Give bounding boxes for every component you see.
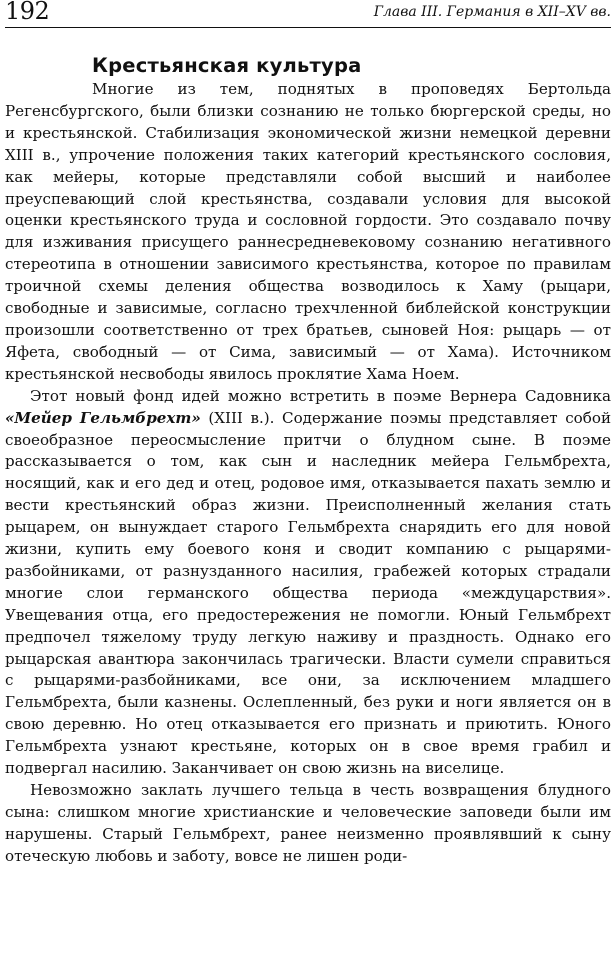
paragraph-3: Невозможно заклать лучшего тельца в честь возвращения блудного сына: слишком многие христианские и человеческие заповеди были им нарушены. Старый Гельмбрехт, ранее неизменно проявлявший к сыну отеческую любовь и заботу, вовсе не лишен роди- bbox=[5, 781, 611, 865]
poem-title: «Мейер Гельмбрехт» bbox=[5, 408, 201, 427]
page-number: 192 bbox=[5, 0, 50, 25]
running-header bbox=[5, 0, 611, 28]
paragraph-2-text-after: (XIII в.). Содержание поэмы представляет собой своеобразное переосмысление притчи о блудном сыне. В поэме рассказывается о том, как сын и наследник мейера Гельмбрехта, носящий, как и его дед и отец, родовое имя, отказывается пахать землю и вести крестьянский образ жизни. Преисполненный желания стать рыцарем, он вынуждает старого Гельмбрехта снарядить его для новой жизни, купить ему боевого коня и сводит компанию с рыцарями-разбойниками, от разнузданного насилия, грабежей которых страдали многие слои германского общества периода «междуцарствия». Увещевания отца, его предостережения не помогли. Юный Гельмбрехт предпочел тяжелому труду легкую наживу и праздность. Однако его рыцарская авантюра закончилась трагически. Власти сумели справиться с рыцарями-разбойниками, все они, за исключением младшего Гельмбрехта, были казнены. Ослепленный, без руки и ноги является он в свою деревню. Но отец отказывается его признать и приютить. Юного Гельмбрехта узнают крестьяне, которых он в свое время грабил и подвергал насилию. Заканчивает он свою жизнь на виселице. bbox=[5, 408, 612, 778]
section-title: Крестьянская культура bbox=[92, 54, 362, 77]
paragraph-1: Многие из тем, поднятых в проповедях Бертольда Регенсбургского, были близки сознанию не только бюргерской среды, но и крестьянской. Стабилизация экономической жизни немецкой деревни XIII в., упрочение положения таких категорий крестьянского сословия, как мейеры, которые представляли собой высший и наиболее преуспевающий слой крестьянства, создавали условия для высокой оценки крестьянского труда и сословной гордости. Это создавало почву для изживания присущего раннесредневековому сознанию негативного стереотипа в отношении зависимого крестьянства, которое по правилам троичной схемы деления общества возводилось к Хаму (рыцари, свободные и зависимые, согласно трехчленной библейской конструкции произошли соответственно от трех братьев, сыновей Ноя: рыцарь — от Яфета, свободный — от Сима, зависимый — от Хама). Источником крестьянской несвободы явилось проклятие Хама Ноем. bbox=[5, 80, 611, 383]
paragraph-2-text-before: Этот новый фонд идей можно встретить в поэме Вернера Садовника bbox=[30, 386, 611, 405]
paragraph-2 bbox=[5, 386, 611, 780]
chapter-title: Глава III. Германия в XII–XV вв. bbox=[373, 4, 611, 20]
